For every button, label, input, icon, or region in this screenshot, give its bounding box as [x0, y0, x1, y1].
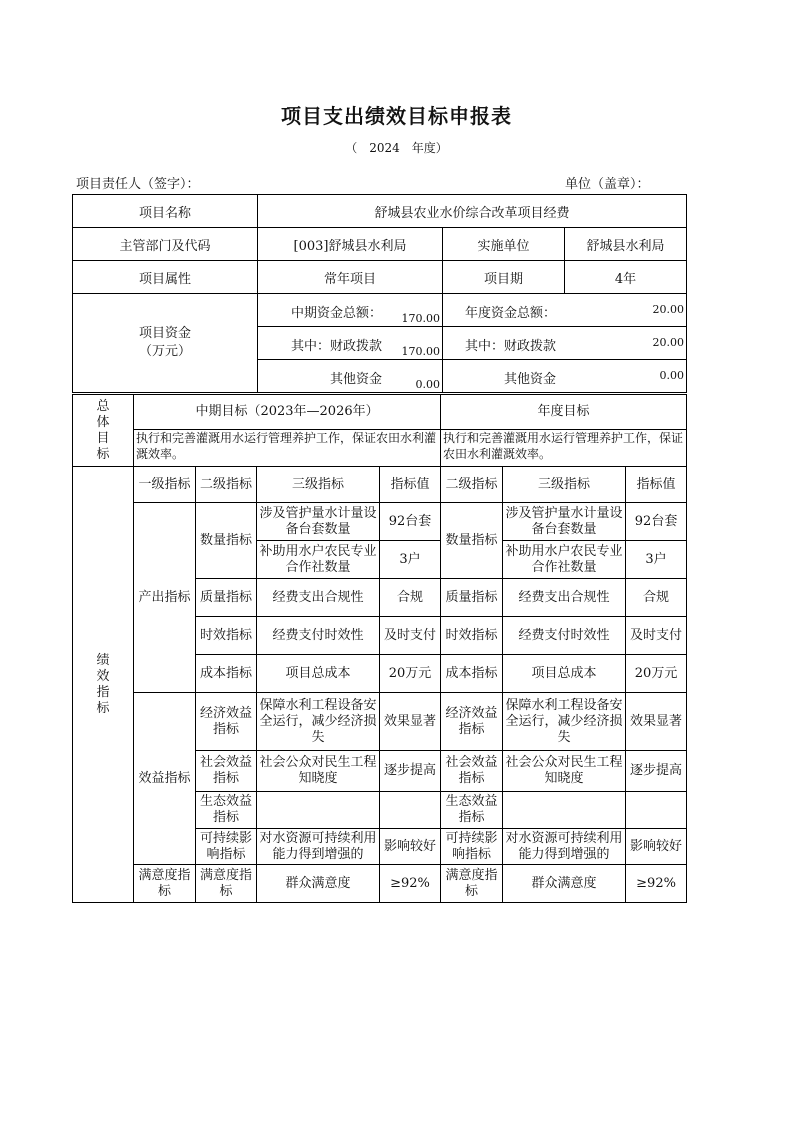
page-title: 项目支出绩效目标申报表 — [281, 104, 512, 128]
performance-indicator-label: 绩 效 指 标 — [73, 467, 134, 903]
social-indicator-annual: 社会效益指标 — [441, 751, 503, 792]
year-total-cell — [443, 294, 687, 327]
year-other-cell — [443, 360, 687, 393]
ql1-name: 经费支出合规性 — [257, 579, 380, 617]
dept-label: 主管部门及代码 — [73, 228, 258, 261]
project-attr-label: 项目属性 — [73, 261, 258, 294]
eco-value-annual-empty — [626, 792, 687, 829]
timeliness-indicator-annual: 时效指标 — [441, 617, 503, 655]
benefit-indicator: 效益指标 — [134, 693, 196, 865]
header-level3: 三级指标 — [257, 467, 380, 503]
sat1-value-annual: ≥92% — [626, 865, 687, 903]
goals-indicators-table — [72, 394, 687, 903]
header-value-annual: 指标值 — [626, 467, 687, 503]
q2-value-annual: 3户 — [626, 541, 687, 579]
mid-fiscal-value: 170.00 — [401, 345, 440, 358]
sustain-indicator: 可持续影响指标 — [196, 829, 257, 865]
t1-value-annual: 及时支付 — [626, 617, 687, 655]
output-indicator: 产出指标 — [134, 503, 196, 693]
t1-name-annual: 经费支付时效性 — [503, 617, 626, 655]
mid-other-value: 0.00 — [415, 378, 440, 391]
sustain-indicator-annual: 可持续影响指标 — [441, 829, 503, 865]
annual-goal-text: 执行和完善灌溉用水运行管理养护工作，保证农田水利灌溉效率。 — [441, 430, 687, 467]
header-level2: 二级指标 — [196, 467, 257, 503]
mid-goal-text: 执行和完善灌溉用水运行管理养护工作，保证农田水利灌溉效率。 — [134, 430, 441, 467]
impl-unit-label: 实施单位 — [443, 228, 565, 261]
q2-name: 补助用水户农民专业合作社数量 — [257, 541, 380, 579]
unit-seal-label: 单位（盖章）： — [565, 177, 650, 192]
social-indicator: 社会效益指标 — [196, 751, 257, 792]
cost-indicator: 成本指标 — [196, 655, 257, 693]
su1-value: 影响较好 — [380, 829, 441, 865]
year-fiscal-value: 20.00 — [652, 336, 685, 349]
satisfaction-level2: 满意度指标 — [196, 865, 257, 903]
header-level2-annual: 二级指标 — [441, 467, 503, 503]
project-attr-value: 常年项目 — [258, 261, 443, 294]
q1-value: 92台套 — [380, 503, 441, 541]
econ-indicator-annual: 经济效益指标 — [441, 693, 503, 751]
c1-value: 20万元 — [380, 655, 441, 693]
project-name-label: 项目名称 — [73, 195, 258, 228]
t1-value: 及时支付 — [380, 617, 441, 655]
quantity-indicator: 数量指标 — [196, 503, 257, 579]
quality-indicator-annual: 质量指标 — [441, 579, 503, 617]
mid-fiscal-cell — [258, 327, 443, 360]
fund-label: 项目资金 （万元） — [73, 294, 258, 393]
eco-indicator: 生态效益指标 — [196, 792, 257, 829]
overall-goal-label: 总 体 目 标 — [73, 395, 134, 467]
econ-indicator: 经济效益指标 — [196, 693, 257, 751]
responsible-signature-label: 项目责任人（签字）： — [76, 177, 200, 192]
year-line: （ 2024 年度） — [345, 141, 448, 155]
c1-name: 项目总成本 — [257, 655, 380, 693]
quality-indicator: 质量指标 — [196, 579, 257, 617]
mid-fiscal-label: 其中：财政拨款 — [290, 339, 382, 354]
header-level1: 一级指标 — [134, 467, 196, 503]
q1-name-annual: 涉及管护量水计量设备台套数量 — [503, 503, 626, 541]
header-level3-annual: 三级指标 — [503, 467, 626, 503]
year-total-label: 年度资金总额： — [465, 306, 557, 321]
q1-value-annual: 92台套 — [626, 503, 687, 541]
c1-name-annual: 项目总成本 — [503, 655, 626, 693]
su1-name-annual: 对水资源可持续利用能力得到增强的 — [503, 829, 626, 865]
cost-indicator-annual: 成本指标 — [441, 655, 503, 693]
mid-total-cell — [258, 294, 443, 327]
e1-name: 保障水利工程设备安全运行，减少经济损失 — [257, 693, 380, 751]
su1-value-annual: 影响较好 — [626, 829, 687, 865]
project-period-value: 4年 — [565, 261, 687, 294]
satisfaction-level2-annual: 满意度指标 — [441, 865, 503, 903]
project-period-label: 项目期 — [443, 261, 565, 294]
year-other-value: 0.00 — [659, 369, 685, 382]
s1-value-annual: 逐步提高 — [626, 751, 687, 792]
impl-unit-value: 舒城县水利局 — [565, 228, 687, 261]
eco-indicator-annual: 生态效益指标 — [441, 792, 503, 829]
timeliness-indicator: 时效指标 — [196, 617, 257, 655]
e1-value-annual: 效果显著 — [626, 693, 687, 751]
project-info-table — [72, 194, 687, 393]
year-fiscal-cell — [443, 327, 687, 360]
year-other-label: 其他资金 — [504, 372, 557, 387]
ql1-value-annual: 合规 — [626, 579, 687, 617]
header-value: 指标值 — [380, 467, 441, 503]
ql1-value: 合规 — [380, 579, 441, 617]
q1-name: 涉及管护量水计量设备台套数量 — [257, 503, 380, 541]
q2-value: 3户 — [380, 541, 441, 579]
quantity-indicator-annual: 数量指标 — [441, 503, 503, 579]
mid-goal-header: 中期目标（2023年—2026年） — [134, 395, 441, 430]
mid-total-label: 中期资金总额： — [290, 306, 382, 321]
su1-name: 对水资源可持续利用能力得到增强的 — [257, 829, 380, 865]
mid-total-value: 170.00 — [401, 312, 440, 325]
s1-name-annual: 社会公众对民生工程知晓度 — [503, 751, 626, 792]
year-total-value: 20.00 — [652, 303, 685, 316]
mid-other-label: 其他资金 — [329, 372, 382, 387]
s1-value: 逐步提高 — [380, 751, 441, 792]
mid-other-cell — [258, 360, 443, 393]
s1-name: 社会公众对民生工程知晓度 — [257, 751, 380, 792]
sat1-value: ≥92% — [380, 865, 441, 903]
dept-value: [003]舒城县水利局 — [258, 228, 443, 261]
q2-name-annual: 补助用水户农民专业合作社数量 — [503, 541, 626, 579]
e1-name-annual: 保障水利工程设备安全运行，减少经济损失 — [503, 693, 626, 751]
eco-name-empty — [257, 792, 380, 829]
e1-value: 效果显著 — [380, 693, 441, 751]
sat1-name-annual: 群众满意度 — [503, 865, 626, 903]
year-fiscal-label: 其中：财政拨款 — [465, 339, 557, 354]
project-name-value: 舒城县农业水价综合改革项目经费 — [258, 195, 687, 228]
ql1-name-annual: 经费支出合规性 — [503, 579, 626, 617]
satisfaction-level1: 满意度指标 — [134, 865, 196, 903]
sat1-name: 群众满意度 — [257, 865, 380, 903]
t1-name: 经费支付时效性 — [257, 617, 380, 655]
eco-value-empty — [380, 792, 441, 829]
eco-name-annual-empty — [503, 792, 626, 829]
c1-value-annual: 20万元 — [626, 655, 687, 693]
annual-goal-header: 年度目标 — [441, 395, 687, 430]
